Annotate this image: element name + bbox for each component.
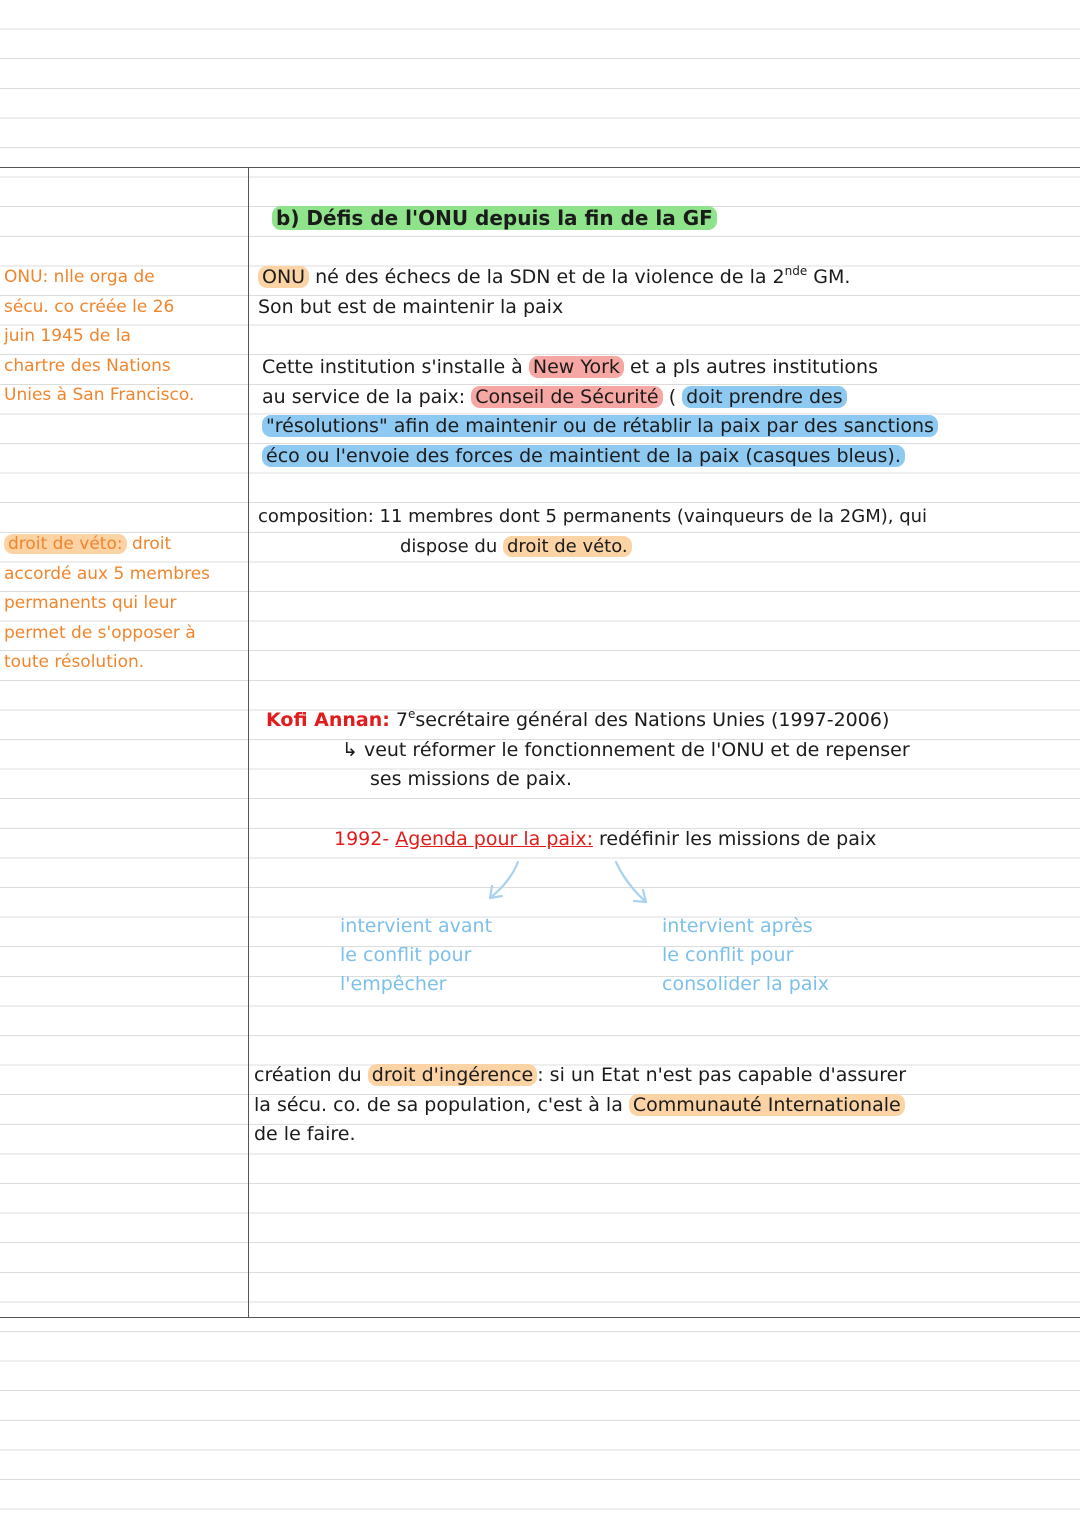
- ingerence-paragraph: création du droit d'ingérence : si un Etat n'est pas capable d'assurer la sécu. co. de sa population, c'est à la Communauté Internationale de le faire.: [254, 1064, 907, 1146]
- agenda-after: intervient après le conflit pour consolider la paix: [662, 915, 829, 995]
- margin-rule: [248, 167, 249, 1317]
- section-title: b) Défis de l'ONU depuis la fin de la GF: [272, 204, 717, 234]
- agenda-arrows: [470, 856, 670, 912]
- annan-paragraph: Kofi Annan: 7esecrétaire général des Nations Unies (1997-2006) ↳ veut réformer le fonctionnement de l'ONU et de repenser ses missions de paix.: [266, 707, 910, 791]
- margin-note-line: toute résolution.: [4, 652, 145, 673]
- agenda-line: 1992- Agenda pour la paix: redéfinir les missions de paix: [334, 828, 877, 850]
- margin-note-line: accordé aux 5 membres: [4, 563, 211, 584]
- arrow-right-icon: [616, 862, 646, 902]
- conseil-highlight: Conseil de Sécurité: [471, 386, 662, 408]
- annan-name: Kofi Annan:: [266, 709, 390, 731]
- new-york-highlight: New York: [529, 356, 624, 378]
- margin-note-line: chartre des Nations: [4, 355, 171, 376]
- bottom-rule: [0, 1317, 1080, 1318]
- hook-arrow-icon: ↳ veut réformer le fonctionnement de l'ONU et de repenser: [342, 738, 910, 761]
- veto-term: droit de véto:: [4, 534, 127, 554]
- margin-note-line: ONU: nlle orga de: [4, 267, 155, 287]
- veto-rest: droit: [131, 534, 172, 554]
- ci-highlight: Communauté Internationale: [629, 1094, 905, 1116]
- margin-note-line: permanents qui leur: [4, 593, 177, 614]
- resolution-highlight: "résolutions" afin de maintenir ou de rétablir la paix par des sanctions: [262, 415, 938, 437]
- margin-note-veto: [4, 530, 210, 678]
- margin-note-line: sécu. co créée le 26: [4, 296, 175, 317]
- top-rule: [0, 167, 1080, 168]
- resolution-highlight: éco ou l'envoie des forces de maintient de la paix (casques bleus).: [262, 445, 905, 467]
- institution-paragraph: Cette institution s'installe à New York et a pls autres institutions au service de la paix: Conseil de Sécurité ( doit prendre des "résolutions" afin de maintenir ou de rétablir la paix par des sanctions éco ou l'envoie des forces de maintient de la paix (casques bleus).: [262, 353, 938, 471]
- margin-note-line: permet de s'opposer à: [4, 622, 196, 643]
- composition-paragraph: composition: 11 membres dont 5 permanents (vainqueurs de la 2GM), qui dispose du droit de véto.: [258, 506, 928, 557]
- veto-highlight: droit de véto.: [503, 536, 632, 557]
- margin-note-onu: [4, 263, 194, 411]
- agenda-year: 1992-: [334, 828, 390, 850]
- onu-highlight: ONU: [258, 266, 309, 288]
- agenda-title: Agenda pour la paix:: [395, 828, 593, 850]
- agenda-before: intervient avant le conflit pour l'empêcher: [340, 915, 493, 995]
- intro-paragraph: ONU né des échecs de la SDN et de la violence de la 2nde GM. Son but est de maintenir la paix: [258, 264, 851, 318]
- resolution-highlight: doit prendre des: [682, 386, 846, 408]
- ingerence-highlight: droit d'ingérence: [368, 1064, 537, 1086]
- margin-note-line: Unies à San Francisco.: [4, 385, 195, 406]
- margin-note-line: juin 1945 de la: [4, 326, 131, 347]
- arrow-left-icon: [490, 862, 518, 898]
